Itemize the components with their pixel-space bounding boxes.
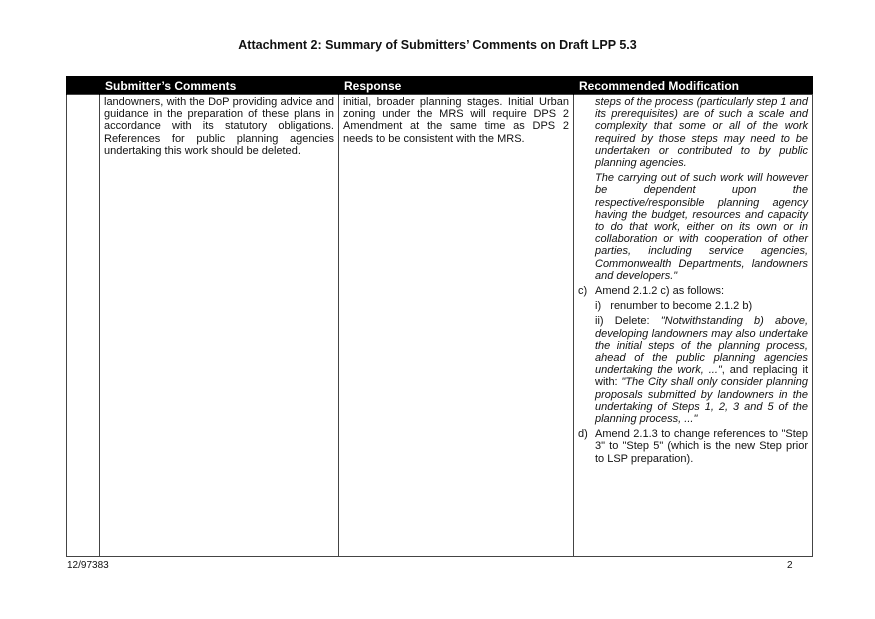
header-response: Response — [339, 76, 574, 95]
sub-i-text: renumber to become 2.1.2 b) — [610, 300, 753, 313]
item-d-text: Amend 2.1.3 to change references to "Step 3" to "Step 5" (which is the new Step prior to LSP preparation). — [595, 428, 808, 465]
page-number: 2 — [787, 560, 793, 571]
modification-para-2: The carrying out of such work will however be dependent upon the respective/responsible planning agency having the budget, resources and capacity to do that work, either on its own or in collaboration or with cooperation of other parties, including service agencies, Commonwealth Departments, landowners and developers." — [595, 172, 808, 282]
sub-ii-prefix: ii) Delete: — [595, 315, 661, 328]
cell-number — [67, 95, 100, 557]
table-header-row — [67, 76, 813, 95]
item-c-label: c) — [578, 285, 588, 298]
sub-i-label: i) — [595, 300, 602, 313]
modification-sub-ii — [595, 315, 808, 425]
document-title: Attachment 2: Summary of Submitters’ Comments on Draft LPP 5.3 — [238, 38, 637, 52]
document-reference: 12/97383 — [67, 560, 109, 571]
modification-sub-i — [595, 300, 808, 312]
modification-item-d — [578, 428, 808, 465]
header-number — [67, 76, 100, 95]
header-recommended-modification: Recommended Modification — [574, 76, 813, 95]
cell-response: initial, broader planning stages. Initial Urban zoning under the MRS will require DPS 2 Amendment at the same time as DPS 2 needs to be consistent with the MRS. — [339, 95, 574, 557]
item-c-text: Amend 2.1.2 c) as follows: — [595, 285, 725, 298]
header-submitters-comments: Submitter’s Comments — [100, 76, 339, 95]
table-row — [67, 95, 813, 557]
sub-ii-quote-deleted: "Notwithstanding b) above, developing landowners may also undertake the initial steps of the planning process, ahead of the public planning agencies undertaking the work, ..." — [595, 315, 808, 377]
item-d-label: d) — [578, 428, 588, 441]
modification-para-1: steps of the process (particularly step 1 and its prerequisites) are of such a scale and complexity that some or all of the work required by those steps may need to be undertaken or contributed to by public planning agencies. — [595, 96, 808, 170]
cell-comment: landowners, with the DoP providing advice and guidance in the preparation of these plans in accordance with its statutory obligations. References for public planning agencies undertaking this work should be deleted. — [100, 95, 339, 557]
sub-ii-quote-replacement: "The City shall only consider planning proposals submitted by landowners in the undertaking of Steps 1, 2, 3 and 5 of the planning process, ..." — [595, 376, 808, 426]
modification-item-c — [578, 285, 808, 297]
comments-table — [66, 76, 813, 557]
sub-ii-middle: , and replacing it with: — [595, 364, 808, 389]
cell-modification — [574, 95, 813, 557]
